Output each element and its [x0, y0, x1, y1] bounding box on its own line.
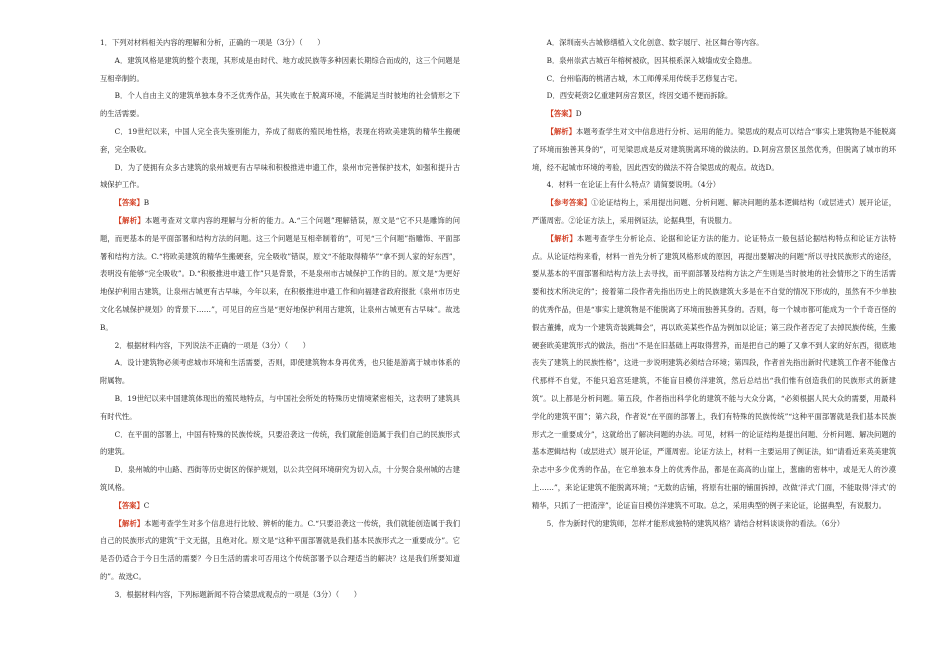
- q2-answer: [100, 497, 460, 515]
- q4-stem: 4．材料一在论证上有什么特点？请简要说明。（4分）: [546, 180, 721, 190]
- q2-option-c: C．在平面的部署上，中国有特殊的民族传统，只要沿袭这一传统，我们就能创造属于我们自己的民族形式的建筑。: [100, 429, 460, 457]
- q1-answer-value: B: [143, 198, 150, 208]
- answer-tag: 【答案】: [114, 198, 144, 208]
- q4-reference-text: ①论证结构上，采用提出问题、分析问题、解决问题的基本逻辑结构（或层进式）展开论证，严谨周密。②论证方法上，采用例证法，论据典型，有说服力。: [532, 198, 896, 225]
- q4-analysis-text: 本题考查学生分析论点、论据和论证方法的能力。论证特点一般包括论据结构特点和论证方法特点。从论证结构来看，材料一首先分析了建筑风格形成的原因，再提出要解决的问题“所以寻找民族形式的途径，要从基本的平面部署和结构方法上去寻找，而平面部署及结构方法之产生则是当时彼地的社会情形之下的生活需要和技术所决定的”；接着第二段作者先指出历史上的民族建筑大多是在不自觉的情况下形成的，虽然有不少单独的优秀作品，但是“事实上建筑物是不能脱离了环境而独善其身的。否则，每一个城市都可能成为一个千奇百怪的假古董摊，成为一个建筑奇装跳舞会”，再以欧美某些作品为例加以论证；第三段作者否定了去掉民族传统，生搬硬套欧美建筑形式的做法，指出“不是在旧基础上再取得营养，而是把自己的睡了又拿不到人家的好东西，彻底地丧失了建筑上的民族性格”，这进一步说明建筑必须结合环境；第四段，作者首先指出新时代建筑工作者不能像古代那样不自觉，不能只追宫廷建筑，不能盲目模仿洋建筑，然后总结出“我们惟有创造我们的民族形式的新建筑”。以上都是分析问题。第五段，作者指出科学化的建筑不能与大众分离，“必须根据人民大众的需要，用最科学化的建筑平面”；第六段，作者说“在平面的部署上，我们有特殊的民族传统”“这种平面部署就是我们基本民族形式之一重要成分”，这就给出了解决问题的办法。可见，材料一的论证结构是提出问题、分析问题、解决问题的基本逻辑结构（或层进式）展开论证，严谨周密。论证方法上，材料一主要运用了例证法，如“请看近来英美建筑杂志中多少优秀的作品，在它单独本身上的优秀作品，都是在高高的山崖上，葱幽的密林中，或是无人的沙漠上……”，来论证建筑不能脱离环境；“无数的店铺，将原有壮丽的铺面拆掉，改做‘洋式’门面，不能取得‘洋式’的精华，只抓了一把渣滓”，论证盲目模仿洋建筑不可取。总之，采用典型的例子来论证，论据典型，有说服力。: [532, 233, 897, 510]
- q4-analysis: [532, 230, 896, 515]
- answer-tag: 【答案】: [546, 109, 576, 119]
- q2-answer-value: C: [143, 500, 150, 510]
- answer-tag: 【答案】: [114, 500, 144, 510]
- q5-stem: 5．作为新时代的建筑师，怎样才能形成独特的建筑风格？请结合材料谈谈你的看法。（6分）: [546, 518, 845, 528]
- q2-option-b: B．19世纪以来中国建筑体现出的殖民地特点，与中国社会所处的特殊历史情境紧密相关，这表明了建筑具有时代性。: [100, 393, 460, 421]
- q1-stem: 1．下列对材料相关内容的理解和分析，正确的一项是（3分）（ ）: [100, 38, 325, 47]
- q1-option-d: D．为了使拥有众多古建筑的泉州城更有古早味和积极推进申遗工作，泉州市完善保护技术，如强和提升古城保护工作。: [100, 162, 460, 190]
- q2-analysis: [100, 515, 460, 586]
- q3-analysis: [532, 123, 896, 176]
- q1-option-a: A．建筑风格是建筑的整个表现，其形成是由时代、地方或民族等多种因素长期综合而成的，这三个问题是互相牵制的。: [100, 55, 460, 83]
- q2-analysis-text: 本题考查学生对多个信息进行比较、辨析的能力。C.“只要沿袭这一传统，我们就能创造属于我们自己的民族形式的建筑”于文无据，且绝对化。原文是“这种平面部署就是我们基本民族形式之一重要成分”。它是否仍适合于今日生活的需要？今日生活的需求可否用这个传统部署予以合理适当的解决？这是我们所要知道的”。故选C。: [100, 518, 461, 581]
- analysis-tag: 【解析】: [114, 215, 145, 225]
- q1-analysis: [100, 212, 460, 337]
- q2-option-d: D．泉州城的中山路、西街等历史街区的保护规划，以公共空间环境研究为切入点，十分契合泉州城的古建筑风格。: [100, 465, 460, 492]
- right-column: [532, 34, 896, 532]
- q1-analysis-text: 本题考查对文章内容的理解与分析的能力。A.“三个问题”理解错误，原文是“它不只是雕饰的问题，而更基本的是平面部署和结构方法的问题。这三个问题是互相牵制着的”，可见“三个问题”指雕饰、平面部署和结构方法。C.“将欧美建筑的精华生搬硬套，完全吸收”错误，原文“不能取得精华”“拿不到人家的好东西”，表明没有能够“完全吸收”。D.“积极推进申遗工作”只是背景，不是泉州市古城保护工作的目的。原文是“为更好地保护利用古建筑，让泉州古城更有古早味，今年以来，在积极推进申遗工作和向福建省政府报批《泉州市历史文化名城保护规划》的背景下……”，可见目的应当是“更好地保护利用古建筑，让泉州古城更有古早味”。故选B。: [100, 215, 461, 332]
- analysis-tag: 【解析】: [546, 233, 578, 243]
- q2-option-a: A．设计建筑物必须考虑城市环境和生活需要，否则，即使建筑物本身再优秀，也只能是游离于城市体系的附属物。: [100, 358, 460, 386]
- q3-option-d: D．西安耗资2亿重建阿房宫景区，终因交通不便而拆除。: [546, 91, 733, 101]
- q3-option-c: C．台州临海的桃渚古城，木工师傅采用传统手艺修复古宅。: [546, 73, 742, 83]
- q3-answer-value: D: [575, 109, 582, 119]
- q4-reference-answer: [532, 194, 896, 230]
- q1-option-c: C．19世纪以来，中国人完全丧失鉴别能力，养成了彻底的殖民地性格，表现在将欧美建筑的精华生搬硬套，完全吸收。: [100, 126, 460, 154]
- q1-answer: [100, 194, 460, 212]
- left-column: [100, 34, 460, 604]
- reference-answer-tag: 【参考答案】: [546, 198, 592, 208]
- q2-stem: 2．根据材料内容，下列说法不正确的一项是（3分）（ ）: [114, 340, 310, 350]
- q3-answer: [532, 105, 896, 123]
- q3-analysis-text: 本题考查学生对文中信息进行分析、运用的能力。梁思成的观点可以结合“事实上建筑物是不能脱离了环境而独善其身的”，可见梁思成是反对建筑脱离环境的做法的。D.阿房宫景区虽然优秀，但脱离了城市的环境，经不起城市环境的考验，因此西安的做法不符合梁思成的观点。故选D。: [532, 126, 896, 172]
- q3-stem: 3．根据材料内容，下列标题新闻不符合梁思成观点的一项是（3分）（ ）: [114, 589, 362, 599]
- q1-option-b: B．个人自由主义的建筑单独本身不乏优秀作品，其失败在于脱离环境，不能满足当时彼地的社会情形之下的生活需要。: [100, 91, 460, 119]
- q3-option-b: B．泉州崇武古城百年榕树被砍，因其根系深入城墙成安全隐患。: [546, 55, 757, 65]
- q3-option-a: A．深圳南头古城修缮植入文化创意、数字展厅、社区舞台等内容。: [546, 38, 764, 47]
- analysis-tag: 【解析】: [546, 126, 577, 136]
- analysis-tag: 【解析】: [114, 518, 145, 528]
